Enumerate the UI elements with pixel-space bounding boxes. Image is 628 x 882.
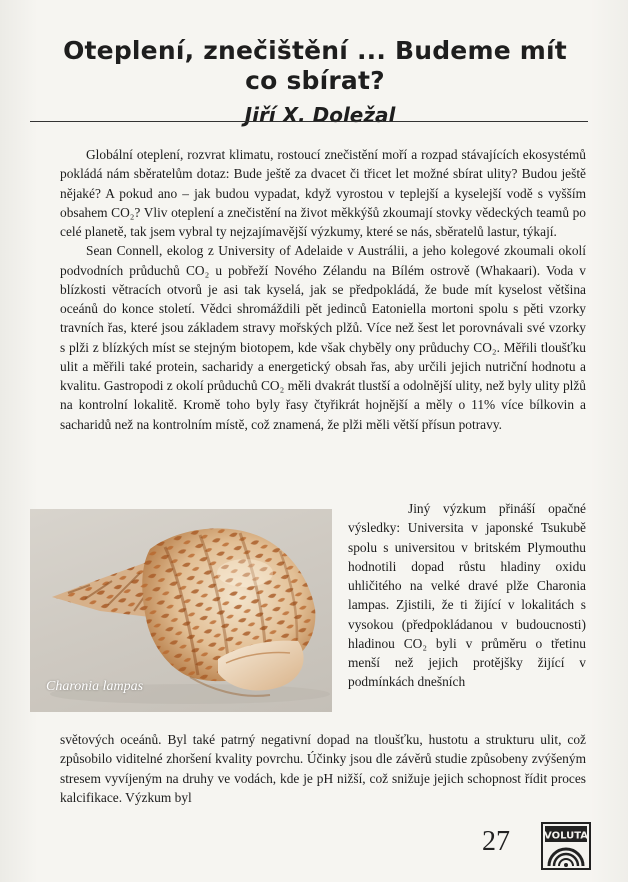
shell-photo — [30, 509, 332, 712]
paragraph-2: Sean Connell, ekolog z University of Adelaide v Austrálii, a jeho kolegové zkoumali okolí podvodních průduchů CO₂ u pobřeží Nového Zélandu na Bílém ostrově (Whakaari). Voda v blízkosti větracích otvorů je asi tak kyselá, jak se předpokládá, že bude mít kyselost většina oceánů do konce století. Vědci shromáždili pět jedinců Eatoniella mortoni spolu s pěti vzorky travních řas, které jsou základem stravy mořských plžů. Více než šest let porovnávali své vzorky s plži z blízkých míst se stejným biotopem, kde však chyběly ony průduchy CO₂. Měřili tloušťku ulit a měřili také protein, sacharidy a energetický obsah řas, aby určili jejich nutriční hodnotu a kvalitu. Gastropodi z okolí průduchů CO₂ měli dvakrát tlustší a odolnější ulity, než byly ulity plžů na kontrolní lokalitě. Kromě toho byly řasy čtyřikrát hojnější a měly o 11% více bílkovin a sacharidů než na kontrolním místě, což znamená, že plži měli větší přísun potravy. — [60, 243, 586, 432]
article-title-line-2: co sbírat? — [245, 66, 385, 95]
voluta-logo-icon — [541, 822, 591, 870]
continuation-text: světových oceánů. Byl také patrný negativní dopad na tloušťku, hustotu a strukturu ulit, což způsobilo viditelné zhoršení kvality povrchu. Účinky jsou dle závěrů studie způsobeny zvýšeným stresem vyvíjeným na druhy ve vodách, kde je pH nižší, což snižuje jejich schopnost řídit proces kalcifikace. Výzkum byl — [60, 732, 586, 805]
article-title — [30, 36, 600, 96]
photo-caption: Charonia lampas — [46, 679, 144, 694]
article-author: Jiří X. Doležal — [244, 103, 396, 127]
svg-text:VOLUTA: VOLUTA — [544, 830, 588, 842]
paragraph-1: Globální oteplení, rozvrat klimatu, rostoucí znečistění moří a rozpad stávajících ekosystémů pokládá nám sběratelům dotaz: Bude ještě za dvacet či třicet let možné sbírat ulity? Budou ještě nějaké? A pokud ano – jak budou vypadat, když vyrostou v teplejší a kyselejší vodě s vyšším obsahem CO₂? Vliv oteplení a znečistění na život měkkýšů zkoumají stovky vědeckých teamů po celé planetě, tak jsem vybral ty nejzajímavější výzkumy, které se nás, sběratelů lastur, týkají. — [60, 147, 586, 239]
article-body — [60, 145, 586, 434]
article-title-line-1: Oteplení, znečištění ... Budeme mít — [63, 36, 567, 65]
side-paragraph: Jiný výzkum přináší opačné výsledky: Universita v japonské Tsukubě spolu s universitou v britském Plymouthu hodnotili dopad růstu hladiny oxidu uhličitého na velké dravé plže Charonia lampas. Zjistili, že ti žijící v lokalitách s vysokou (předpokládanou v budoucnosti) hladinou CO₂ byli v průměru o třetinu menší než jejich protějšky žijící v podmínkách dnešních — [348, 501, 586, 690]
side-column-text — [348, 499, 586, 692]
voluta-logo — [541, 822, 591, 870]
page-number: 27 — [482, 826, 510, 857]
title-rule — [30, 121, 588, 122]
